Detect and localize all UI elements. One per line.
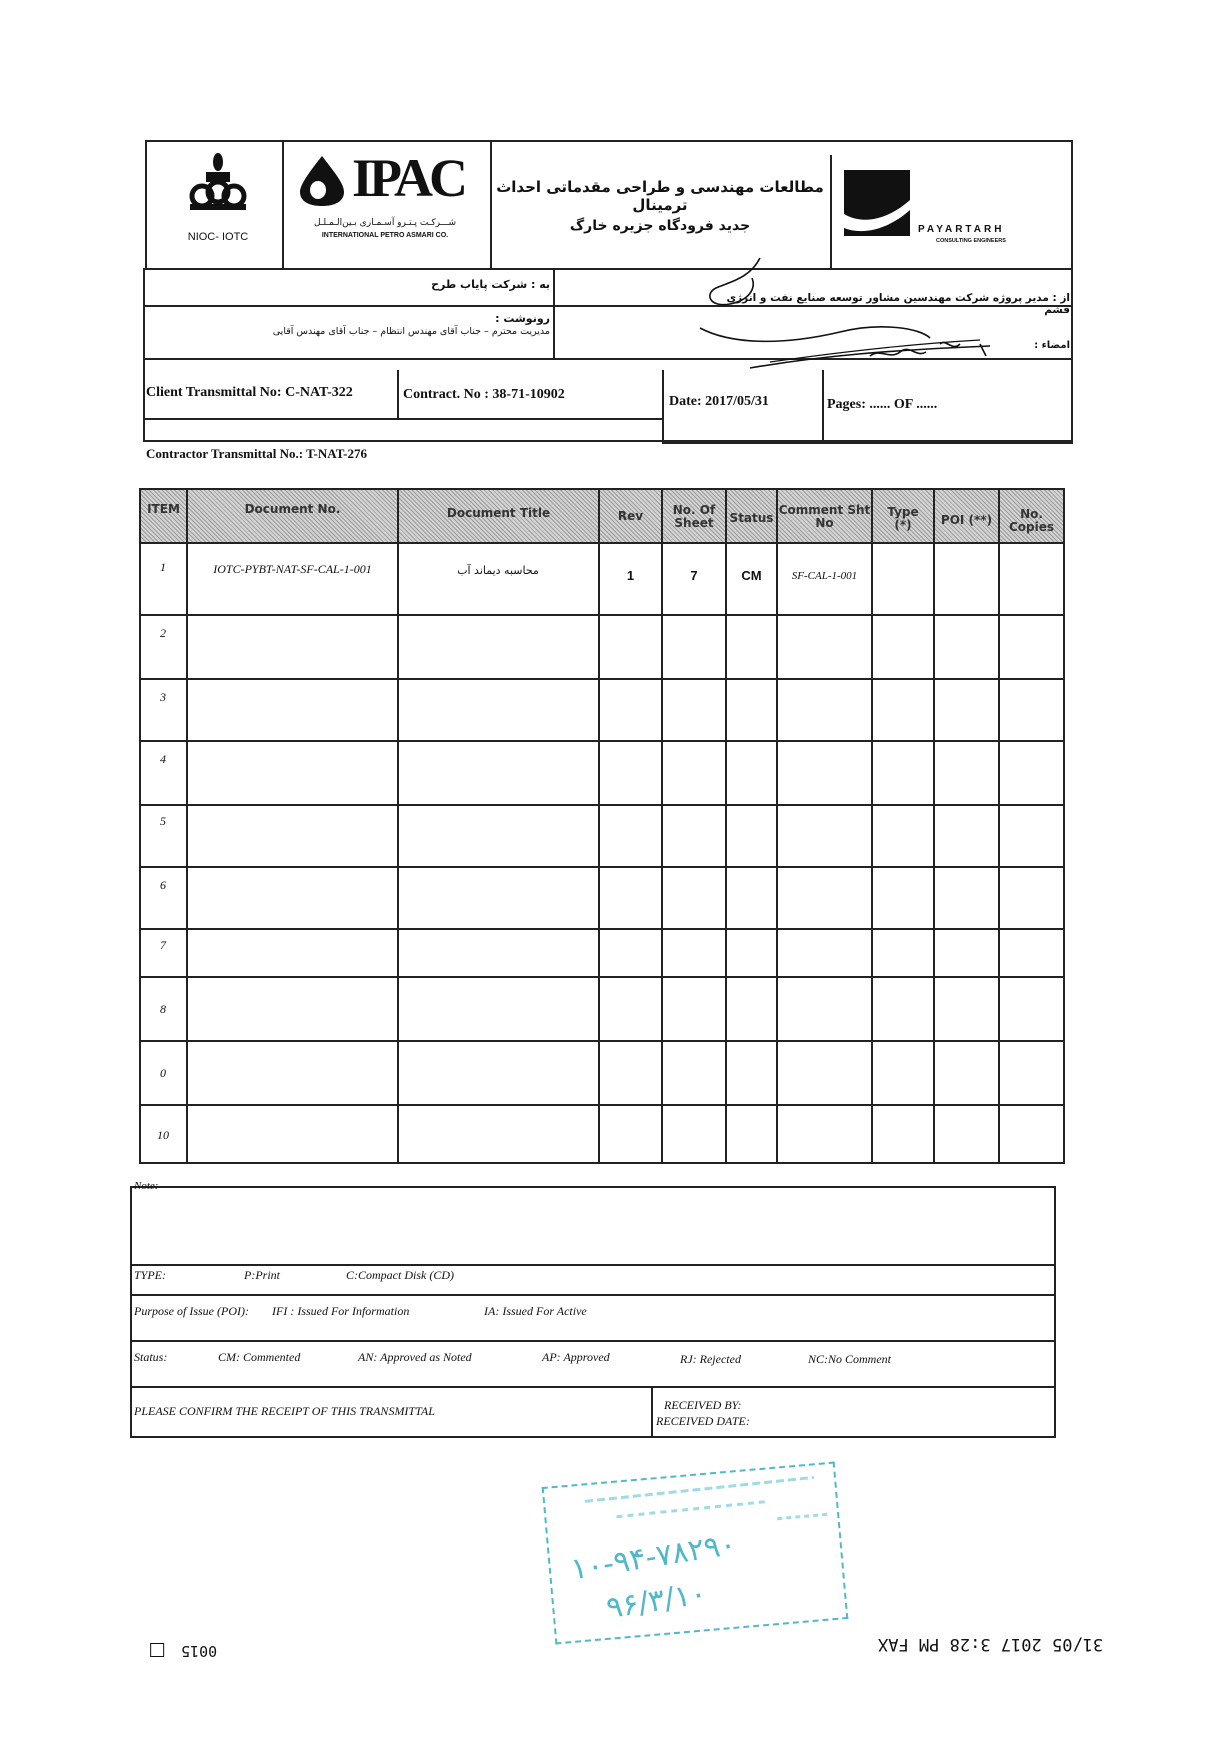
cc-label: رونوشت :: [495, 312, 550, 325]
col-header-sheets: [663, 504, 725, 530]
from-label: از : مدیر پروژه شرکت مهندسین مشاور توسعه صنایع نفت و انرژی قشم: [726, 292, 1070, 316]
type-cd: C:Compact Disk (CD): [346, 1268, 454, 1282]
col-header-sheets-1: No. Of: [672, 503, 716, 517]
row-line-6: [139, 928, 1065, 930]
transmittal-divider-3: [822, 370, 824, 442]
col-div-sheets: [725, 488, 727, 1164]
nioc-logo: [178, 150, 258, 245]
ipac-logo: [292, 148, 482, 252]
row-line-2: [139, 678, 1065, 680]
row-item-number: 0: [160, 1066, 166, 1080]
col-header-comment-2: No: [815, 516, 834, 530]
col-header-sheets-2: Sheet: [674, 516, 714, 530]
footer-received-divider: [651, 1386, 653, 1438]
col-header-status: Status: [729, 511, 774, 525]
row-line-8: [139, 1040, 1065, 1042]
row-item-number: 10: [157, 1128, 169, 1142]
col-header-type: [873, 506, 933, 532]
stamp-number: ۱۰-۹۴-۷۸۲۹۰: [568, 1526, 739, 1588]
row-item-number: 7: [160, 938, 166, 952]
row-item-number: 4: [160, 752, 166, 766]
transmittal-info-line-2: [662, 442, 1073, 444]
row-item-number: 8: [160, 1002, 166, 1016]
col-div-type: [933, 488, 935, 1164]
ipac-drop-icon: [296, 154, 348, 208]
fax-checkbox-icon: [150, 1644, 164, 1658]
transmittal-divider-2: [662, 370, 664, 442]
col-div-status: [776, 488, 778, 1164]
col-header-doc-no: Document No.: [244, 502, 341, 516]
row1-doc-title: محاسبه دیماند آب: [457, 564, 539, 577]
status-cm: CM: Commented: [218, 1350, 301, 1364]
ipac-name-en: INTERNATIONAL PETRO ASMARI CO.: [321, 232, 449, 239]
status-rj: RJ: Rejected: [680, 1352, 741, 1366]
col-header-copies: [1000, 508, 1063, 534]
status-nc: NC:No Comment: [808, 1352, 892, 1366]
signature-label: امضاء :: [1034, 340, 1070, 351]
project-title-line2: جدید فرودگاه جزیره خارگ: [569, 218, 751, 234]
project-title-line1: مطالعات مهندسی و طراحی مقدماتی احداث ترمینال: [496, 178, 824, 214]
col-div-poi: [998, 488, 1000, 1164]
row-item-number: 3: [160, 690, 166, 704]
row-line-5: [139, 866, 1065, 868]
payartarh-sub: CONSULTING ENGINEERS: [936, 238, 1006, 244]
col-header-copies-2: Copies: [1008, 520, 1055, 534]
note-label: Note:: [134, 1180, 159, 1192]
fax-timestamp: 31/05 2017 3:28 PM FAX: [878, 1634, 1104, 1654]
received-by: RECEIVED BY:: [664, 1398, 742, 1412]
payartarh-emblem-icon: [844, 170, 910, 236]
col-div-comment: [871, 488, 873, 1164]
status-ap: AP: Approved: [542, 1350, 610, 1364]
row-item-number: 6: [160, 878, 166, 892]
col-header-type-2: (*): [894, 518, 912, 532]
ipac-logo-text: IPAC: [352, 148, 464, 208]
fax-page-number-text: 0015: [181, 1642, 218, 1660]
row1-comment: SF-CAL-1-001: [791, 570, 858, 582]
col-header-copies-1: No.: [1020, 507, 1043, 521]
row-line-9: [139, 1104, 1065, 1106]
receipt-stamp: [542, 1461, 849, 1644]
nioc-logo-text: NIOC- IOTC: [187, 231, 249, 243]
poi-label: Purpose of Issue (POI):: [134, 1304, 249, 1318]
fax-page-number: [150, 1642, 217, 1660]
row1-doc-no: IOTC-PYBT-NAT-SF-CAL-1-001: [213, 562, 372, 576]
header-divider-1: [282, 140, 284, 270]
col-header-item: ITEM: [147, 502, 180, 516]
transmittal-info-line: [143, 418, 663, 420]
client-transmittal-no: Client Transmittal No: C-NAT-322: [146, 385, 353, 400]
col-div-title: [598, 488, 600, 1164]
row-item-number: 5: [160, 814, 166, 828]
row-item-number: 2: [160, 626, 166, 640]
col-div-docno: [397, 488, 399, 1164]
footer-line-3: [130, 1340, 1056, 1342]
to-label: به : شرکت پایاب طرح: [431, 278, 550, 291]
poi-ia: IA: Issued For Active: [484, 1304, 587, 1318]
confirm-receipt: PLEASE CONFIRM THE RECEIPT OF THIS TRANSMITTAL: [134, 1404, 435, 1418]
col-header-type-1: Type: [887, 505, 919, 519]
payartarh-name: PAYARTARH: [918, 224, 1005, 235]
type-label: TYPE:: [134, 1268, 167, 1282]
row1-status: CM: [741, 568, 762, 583]
col-div-item: [186, 488, 188, 1164]
handwritten-signature: [690, 248, 1020, 373]
row-item-number: 1: [160, 560, 166, 574]
col-header-doc-title: Document Title: [446, 506, 551, 520]
row-line-1: [139, 614, 1065, 616]
row-line-3: [139, 740, 1065, 742]
ipac-name-fa: شـــرکـت پـتـرو آسـمـاری بـین‌الـمـلـل: [313, 218, 457, 228]
footer-line-4: [130, 1386, 1056, 1388]
received-date: RECEIVED DATE:: [656, 1414, 750, 1428]
contract-no: Contract. No : 38-71-10902: [403, 387, 565, 402]
addressing-divider: [553, 268, 555, 360]
col-header-poi: POI (**): [940, 513, 993, 527]
payartarh-logo: [840, 168, 1065, 248]
footer-line-1: [130, 1264, 1056, 1266]
col-header-rev: Rev: [617, 509, 644, 523]
contractor-transmittal-no: Contractor Transmittal No.: T-NAT-276: [146, 446, 367, 461]
footer-line-2: [130, 1294, 1056, 1296]
footer-frame: [130, 1186, 1056, 1438]
cc-value: مدیریت محترم – جناب آقای مهندس انتظام – جناب آقای مهندس آقایی: [272, 326, 550, 337]
col-header-comment: [778, 504, 871, 530]
col-header-comment-1: Comment Sht: [778, 503, 871, 517]
pages-count: Pages: ...... OF ......: [827, 397, 938, 412]
document-table: [139, 488, 1065, 1164]
poi-ifi: IFI : Issued For Information: [272, 1304, 410, 1318]
header-divider-2: [490, 140, 492, 270]
status-an: AN: Approved as Noted: [358, 1350, 472, 1364]
row1-rev: 1: [626, 568, 635, 583]
status-label: Status:: [134, 1350, 168, 1364]
transmittal-date: Date: 2017/05/31: [669, 394, 769, 409]
col-div-rev: [661, 488, 663, 1164]
row-line-4: [139, 804, 1065, 806]
table-header-line: [139, 542, 1065, 544]
type-print: P:Print: [244, 1268, 280, 1282]
transmittal-divider-1: [397, 370, 399, 418]
nioc-emblem-icon: [178, 150, 258, 220]
row1-sheets: 7: [690, 568, 698, 583]
row-line-7: [139, 976, 1065, 978]
stamp-date: ۹۶/۳/۱۰: [603, 1575, 709, 1627]
